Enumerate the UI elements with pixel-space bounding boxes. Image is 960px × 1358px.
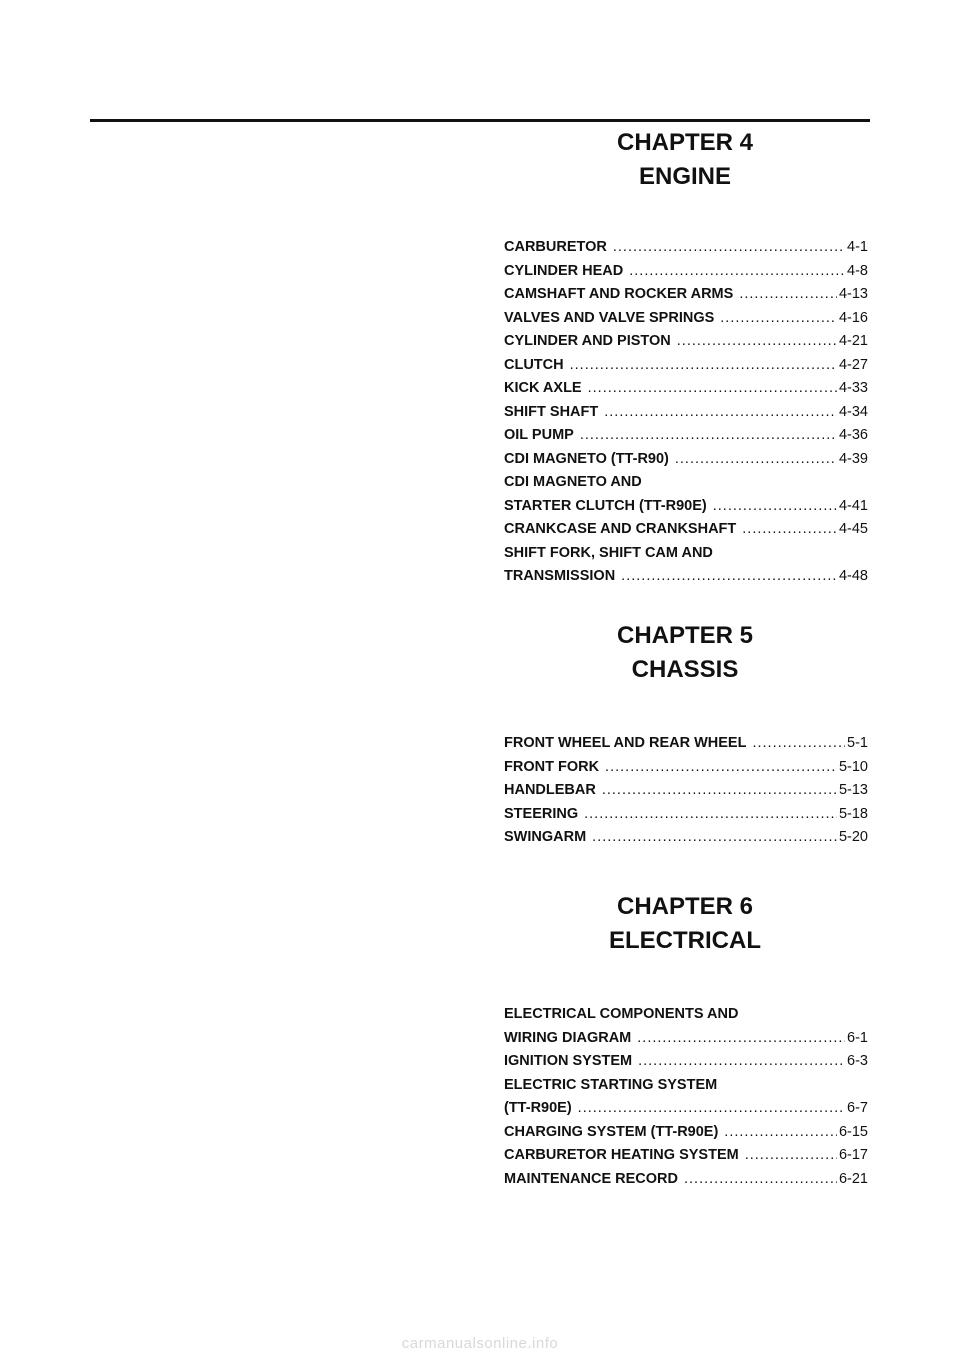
toc-entry-label: CYLINDER HEAD [504, 262, 624, 279]
toc-entry[interactable] [504, 283, 868, 307]
toc-entry[interactable] [504, 732, 868, 756]
leader-dots [637, 1027, 845, 1051]
toc-entry[interactable] [504, 401, 868, 425]
toc-entry-label: SHIFT SHAFT [504, 403, 599, 420]
toc-entry[interactable] [504, 779, 868, 803]
leader-dots [584, 803, 837, 827]
toc-entry[interactable] [504, 471, 868, 518]
toc-entry[interactable] [504, 377, 868, 401]
toc-entry[interactable] [504, 1121, 868, 1145]
toc-entry-page: 4-33 [838, 380, 868, 396]
leader-dots [580, 424, 837, 448]
leader-dots [745, 1144, 837, 1168]
toc-entry-label: KICK AXLE [504, 380, 582, 396]
toc-entry-page: 4-45 [838, 521, 868, 537]
toc-entry-label: SWINGARM [504, 829, 587, 845]
chapter-subtitle: ELECTRICAL [609, 927, 761, 954]
toc-entry[interactable] [504, 1144, 868, 1168]
leader-dots [684, 1168, 837, 1192]
top-rule [90, 119, 870, 122]
toc-entry-page: 4-34 [838, 403, 868, 420]
chapter-5-toc [504, 732, 868, 850]
toc-entry-label: FRONT WHEEL AND REAR WHEEL [504, 735, 747, 751]
chapter-title: CHAPTER 4 [616, 129, 754, 156]
toc-entry[interactable] [504, 1003, 868, 1050]
chapter-6-heading [500, 890, 870, 958]
chapter-subtitle: CHASSIS [631, 656, 739, 683]
toc-entry[interactable] [504, 518, 868, 542]
leader-dots [724, 1121, 837, 1145]
toc-entry-page: 5-20 [838, 829, 868, 845]
toc-entry-page: 6-21 [838, 1170, 868, 1187]
toc-entry-label: CYLINDER AND PISTON [504, 333, 671, 349]
leader-dots [713, 495, 837, 519]
toc-entry-page: 5-13 [838, 782, 868, 798]
toc-entry[interactable] [504, 354, 868, 378]
leader-dots [604, 401, 837, 425]
leader-dots [605, 756, 837, 780]
toc-entry-label: CLUTCH [504, 356, 564, 373]
watermark: carmanualsonline.info [401, 1335, 559, 1352]
toc-entry[interactable] [504, 1050, 868, 1074]
toc-entry-page: 4-39 [838, 450, 868, 467]
toc-entry[interactable] [504, 756, 868, 780]
leader-dots [677, 330, 837, 354]
toc-entry-label-line1: SHIFT FORK, SHIFT CAM AND [504, 544, 713, 561]
toc-entry-label: WIRING DIAGRAM [504, 1029, 632, 1046]
leader-dots [742, 518, 837, 542]
chapter-title: CHAPTER 5 [616, 622, 754, 649]
toc-entry-page: 4-36 [838, 427, 868, 443]
toc-entry-page: 5-10 [838, 758, 868, 775]
toc-entry-label: VALVES AND VALVE SPRINGS [504, 309, 715, 326]
toc-entry-label: OIL PUMP [504, 427, 574, 443]
toc-entry-label-line1: ELECTRICAL COMPONENTS AND [504, 1006, 739, 1022]
toc-entry[interactable] [504, 1168, 868, 1192]
toc-entry[interactable] [504, 307, 868, 331]
toc-entry-page: 4-41 [838, 497, 868, 514]
toc-entry-page: 4-13 [838, 286, 868, 302]
toc-entry-label: CRANKCASE AND CRANKSHAFT [504, 521, 737, 537]
toc-entry-label: CARBURETOR HEATING SYSTEM [504, 1147, 739, 1163]
chapter-5-heading [500, 619, 870, 687]
toc-entry-label-line1: CDI MAGNETO AND [504, 474, 642, 490]
chapter-subtitle: ENGINE [638, 163, 731, 190]
toc-entry[interactable] [504, 236, 868, 260]
toc-entry-label: IGNITION SYSTEM [504, 1053, 633, 1069]
toc-entry-page: 6-17 [838, 1147, 868, 1163]
toc-entry-page: 4-48 [838, 568, 868, 584]
toc-entry-label: (TT-R90E) [504, 1100, 572, 1116]
leader-dots [602, 779, 837, 803]
toc-entry-page: 4-8 [847, 262, 868, 279]
toc-entry-page: 4-16 [838, 309, 868, 326]
leader-dots [675, 448, 837, 472]
toc-entry[interactable] [504, 542, 868, 589]
toc-entry-label: FRONT FORK [504, 758, 600, 775]
toc-entry-label-line1: ELECTRIC STARTING SYSTEM [504, 1076, 718, 1093]
toc-entry-page: 5-18 [838, 805, 868, 822]
toc-entry-page: 6-7 [847, 1100, 868, 1116]
leader-dots [578, 1097, 845, 1121]
toc-entry-label: STARTER CLUTCH (TT-R90E) [504, 497, 707, 514]
toc-entry-page: 6-15 [838, 1123, 868, 1140]
toc-entry-page: 6-3 [847, 1053, 868, 1069]
chapter-title: CHAPTER 6 [616, 893, 754, 920]
toc-entry-label: CARBURETOR [504, 239, 607, 255]
toc-entry-page: 4-27 [838, 356, 868, 373]
toc-entry-label: CDI MAGNETO (TT-R90) [504, 450, 669, 467]
leader-dots [592, 826, 837, 850]
leader-dots [720, 307, 837, 331]
leader-dots [621, 565, 837, 589]
chapter-4-toc [504, 236, 868, 589]
toc-entry-page: 4-1 [847, 239, 868, 255]
leader-dots [588, 377, 837, 401]
leader-dots [638, 1050, 845, 1074]
toc-entry-label: HANDLEBAR [504, 782, 596, 798]
toc-entry[interactable] [504, 1074, 868, 1121]
chapter-4-heading [500, 126, 870, 194]
toc-entry-page: 5-1 [847, 735, 868, 751]
toc-entry[interactable] [504, 803, 868, 827]
leader-dots [739, 283, 837, 307]
chapter-6-toc [504, 1003, 868, 1191]
toc-entry-page: 4-21 [838, 333, 868, 349]
leader-dots [613, 236, 845, 260]
toc-entry[interactable] [504, 448, 868, 472]
toc-entry-label: MAINTENANCE RECORD [504, 1170, 678, 1187]
toc-entry[interactable] [504, 260, 868, 284]
leader-dots [629, 260, 845, 284]
toc-entry-label: CHARGING SYSTEM (TT-R90E) [504, 1123, 719, 1140]
toc-entry[interactable] [504, 826, 868, 850]
toc-entry-label: STEERING [504, 805, 579, 822]
leader-dots [752, 732, 845, 756]
leader-dots [570, 354, 837, 378]
toc-entry-label: CAMSHAFT AND ROCKER ARMS [504, 286, 734, 302]
toc-entry[interactable] [504, 424, 868, 448]
toc-entry-page: 6-1 [847, 1029, 868, 1046]
toc-entry-label: TRANSMISSION [504, 568, 616, 584]
toc-entry[interactable] [504, 330, 868, 354]
